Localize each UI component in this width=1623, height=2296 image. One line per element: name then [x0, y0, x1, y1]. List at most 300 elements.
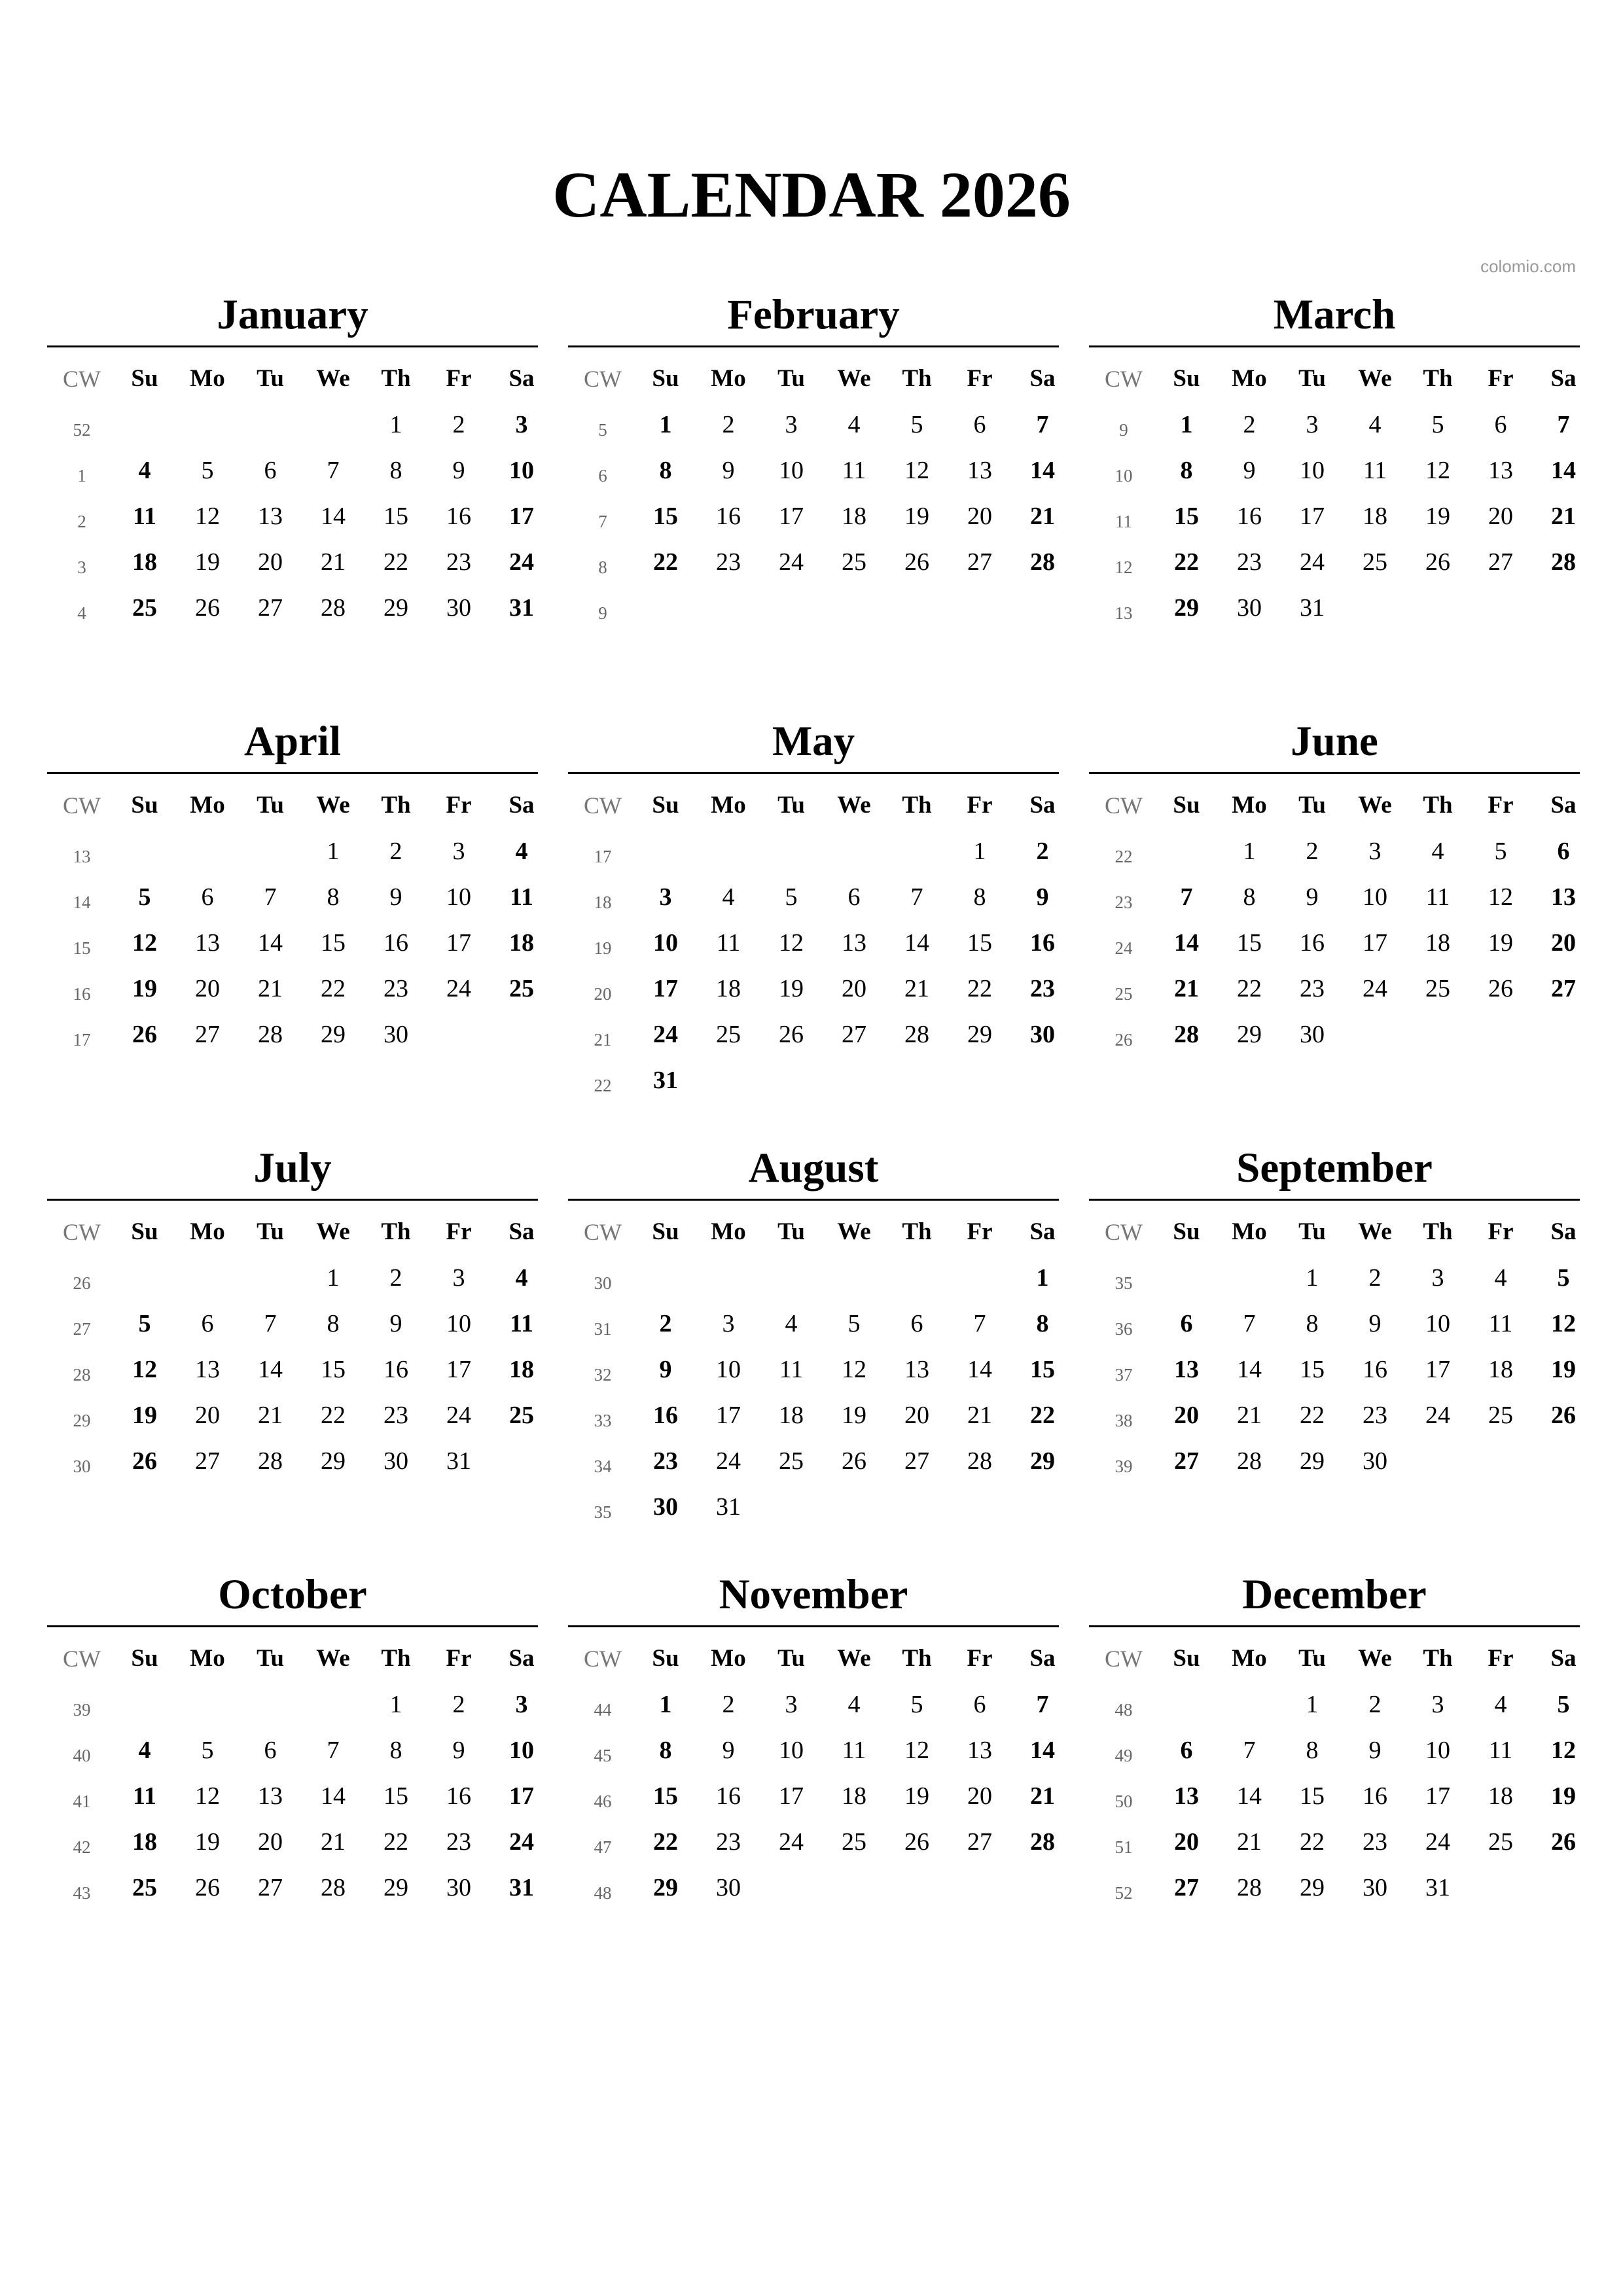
day-cell[interactable]: 7 [1180, 883, 1193, 911]
day-cell[interactable]: 3 [1431, 1264, 1444, 1292]
day-cell[interactable]: 22 [1237, 975, 1262, 1002]
day-cell[interactable]: 8 [327, 883, 340, 911]
day-cell[interactable]: 30 [383, 1447, 408, 1475]
day-cell[interactable]: 18 [1363, 503, 1387, 530]
day-cell[interactable]: 13 [1174, 1782, 1199, 1810]
day-cell[interactable]: 23 [383, 975, 408, 1002]
day-cell[interactable]: 27 [195, 1021, 220, 1048]
day-cell[interactable]: 19 [132, 975, 157, 1002]
day-cell[interactable]: 17 [446, 929, 471, 957]
day-cell[interactable]: 27 [967, 1828, 992, 1856]
day-cell[interactable]: 9 [1036, 883, 1049, 911]
day-cell[interactable]: 4 [847, 411, 861, 438]
day-cell[interactable]: 12 [195, 503, 220, 530]
day-cell[interactable]: 12 [904, 457, 929, 484]
day-cell[interactable]: 24 [716, 1447, 741, 1475]
day-cell[interactable]: 6 [264, 1737, 277, 1764]
day-cell[interactable]: 16 [1300, 929, 1325, 957]
day-cell[interactable]: 18 [509, 929, 534, 957]
day-cell[interactable]: 7 [1036, 1691, 1049, 1718]
day-cell[interactable]: 25 [842, 548, 866, 576]
day-cell[interactable]: 22 [1300, 1402, 1325, 1429]
day-cell[interactable]: 25 [1363, 548, 1387, 576]
day-cell[interactable]: 21 [1030, 503, 1055, 530]
day-cell[interactable]: 8 [389, 1737, 402, 1764]
day-cell[interactable]: 4 [1494, 1264, 1507, 1292]
day-cell[interactable]: 20 [258, 1828, 283, 1856]
source-link[interactable]: colomio.com [1480, 256, 1576, 276]
day-cell[interactable]: 9 [659, 1356, 672, 1383]
day-cell[interactable]: 9 [722, 457, 735, 484]
day-cell[interactable]: 6 [1557, 838, 1570, 865]
day-cell[interactable]: 27 [195, 1447, 220, 1475]
day-cell[interactable]: 21 [321, 1828, 346, 1856]
day-cell[interactable]: 3 [515, 411, 528, 438]
day-cell[interactable]: 29 [383, 594, 408, 622]
day-cell[interactable]: 12 [904, 1737, 929, 1764]
day-cell[interactable]: 4 [1431, 838, 1444, 865]
day-cell[interactable]: 5 [138, 883, 151, 911]
day-cell[interactable]: 17 [779, 503, 804, 530]
day-cell[interactable]: 25 [509, 975, 534, 1002]
day-cell[interactable]: 17 [446, 1356, 471, 1383]
day-cell[interactable]: 5 [1557, 1264, 1570, 1292]
day-cell[interactable]: 15 [1030, 1356, 1055, 1383]
day-cell[interactable]: 23 [1030, 975, 1055, 1002]
day-cell[interactable]: 11 [779, 1356, 804, 1383]
day-cell[interactable]: 10 [446, 1310, 471, 1337]
day-cell[interactable]: 8 [1180, 457, 1193, 484]
day-cell[interactable]: 5 [847, 1310, 861, 1337]
day-cell[interactable]: 17 [716, 1402, 741, 1429]
day-cell[interactable]: 10 [779, 457, 804, 484]
day-cell[interactable]: 10 [509, 457, 534, 484]
day-cell[interactable]: 6 [1180, 1737, 1193, 1764]
day-cell[interactable]: 22 [1030, 1402, 1055, 1429]
day-cell[interactable]: 3 [452, 1264, 465, 1292]
day-cell[interactable]: 9 [452, 457, 465, 484]
day-cell[interactable]: 12 [132, 929, 157, 957]
day-cell[interactable]: 20 [967, 1782, 992, 1810]
day-cell[interactable]: 22 [383, 548, 408, 576]
day-cell[interactable]: 3 [1431, 1691, 1444, 1718]
day-cell[interactable]: 28 [258, 1447, 283, 1475]
day-cell[interactable]: 8 [389, 457, 402, 484]
day-cell[interactable]: 28 [1030, 548, 1055, 576]
day-cell[interactable]: 18 [842, 1782, 866, 1810]
day-cell[interactable]: 21 [258, 1402, 283, 1429]
day-cell[interactable]: 12 [842, 1356, 866, 1383]
day-cell[interactable]: 5 [910, 1691, 923, 1718]
day-cell[interactable]: 27 [967, 548, 992, 576]
day-cell[interactable]: 2 [1368, 1691, 1382, 1718]
day-cell[interactable]: 24 [509, 1828, 534, 1856]
day-cell[interactable]: 13 [195, 1356, 220, 1383]
day-cell[interactable]: 1 [1180, 411, 1193, 438]
day-cell[interactable]: 29 [1030, 1447, 1055, 1475]
day-cell[interactable]: 25 [1425, 975, 1450, 1002]
day-cell[interactable]: 8 [327, 1310, 340, 1337]
day-cell[interactable]: 22 [967, 975, 992, 1002]
day-cell[interactable]: 26 [779, 1021, 804, 1048]
day-cell[interactable]: 3 [722, 1310, 735, 1337]
day-cell[interactable]: 1 [327, 838, 340, 865]
day-cell[interactable]: 15 [383, 503, 408, 530]
day-cell[interactable]: 9 [452, 1737, 465, 1764]
day-cell[interactable]: 13 [842, 929, 866, 957]
day-cell[interactable]: 4 [722, 883, 735, 911]
day-cell[interactable]: 30 [446, 594, 471, 622]
day-cell[interactable]: 26 [904, 548, 929, 576]
day-cell[interactable]: 7 [1036, 411, 1049, 438]
day-cell[interactable]: 29 [321, 1021, 346, 1048]
day-cell[interactable]: 18 [779, 1402, 804, 1429]
day-cell[interactable]: 19 [1488, 929, 1513, 957]
day-cell[interactable]: 28 [1237, 1447, 1262, 1475]
day-cell[interactable]: 29 [1300, 1447, 1325, 1475]
day-cell[interactable]: 20 [195, 975, 220, 1002]
day-cell[interactable]: 12 [779, 929, 804, 957]
day-cell[interactable]: 23 [383, 1402, 408, 1429]
day-cell[interactable]: 20 [258, 548, 283, 576]
day-cell[interactable]: 12 [132, 1356, 157, 1383]
day-cell[interactable]: 31 [716, 1493, 741, 1521]
day-cell[interactable]: 9 [389, 1310, 402, 1337]
day-cell[interactable]: 12 [1425, 457, 1450, 484]
day-cell[interactable]: 29 [1174, 594, 1199, 622]
day-cell[interactable]: 30 [1363, 1874, 1387, 1901]
day-cell[interactable]: 24 [1300, 548, 1325, 576]
day-cell[interactable]: 2 [1306, 838, 1319, 865]
day-cell[interactable]: 3 [1306, 411, 1319, 438]
day-cell[interactable]: 20 [904, 1402, 929, 1429]
day-cell[interactable]: 1 [1243, 838, 1256, 865]
day-cell[interactable]: 28 [1174, 1021, 1199, 1048]
day-cell[interactable]: 27 [258, 1874, 283, 1901]
day-cell[interactable]: 23 [1300, 975, 1325, 1002]
day-cell[interactable]: 3 [659, 883, 672, 911]
day-cell[interactable]: 30 [1300, 1021, 1325, 1048]
day-cell[interactable]: 22 [383, 1828, 408, 1856]
day-cell[interactable]: 19 [1551, 1356, 1576, 1383]
day-cell[interactable]: 4 [515, 1264, 528, 1292]
day-cell[interactable]: 7 [327, 457, 340, 484]
day-cell[interactable]: 29 [967, 1021, 992, 1048]
day-cell[interactable]: 24 [1363, 975, 1387, 1002]
day-cell[interactable]: 2 [1036, 838, 1049, 865]
day-cell[interactable]: 25 [1488, 1402, 1513, 1429]
day-cell[interactable]: 10 [1300, 457, 1325, 484]
day-cell[interactable]: 15 [1300, 1356, 1325, 1383]
day-cell[interactable]: 24 [1425, 1828, 1450, 1856]
day-cell[interactable]: 15 [383, 1782, 408, 1810]
day-cell[interactable]: 1 [1036, 1264, 1049, 1292]
day-cell[interactable]: 30 [1030, 1021, 1055, 1048]
day-cell[interactable]: 1 [973, 838, 986, 865]
day-cell[interactable]: 3 [785, 411, 798, 438]
day-cell[interactable]: 9 [1368, 1310, 1382, 1337]
day-cell[interactable]: 6 [1494, 411, 1507, 438]
day-cell[interactable]: 23 [1363, 1402, 1387, 1429]
day-cell[interactable]: 20 [1551, 929, 1576, 957]
day-cell[interactable]: 19 [195, 1828, 220, 1856]
day-cell[interactable]: 21 [321, 548, 346, 576]
day-cell[interactable]: 26 [195, 1874, 220, 1901]
day-cell[interactable]: 14 [967, 1356, 992, 1383]
day-cell[interactable]: 21 [1030, 1782, 1055, 1810]
day-cell[interactable]: 16 [446, 1782, 471, 1810]
day-cell[interactable]: 28 [321, 594, 346, 622]
day-cell[interactable]: 24 [1425, 1402, 1450, 1429]
day-cell[interactable]: 4 [138, 457, 151, 484]
day-cell[interactable]: 10 [1425, 1310, 1450, 1337]
day-cell[interactable]: 1 [389, 411, 402, 438]
day-cell[interactable]: 18 [132, 1828, 157, 1856]
day-cell[interactable]: 23 [716, 1828, 741, 1856]
day-cell[interactable]: 26 [195, 594, 220, 622]
day-cell[interactable]: 8 [1306, 1737, 1319, 1764]
day-cell[interactable]: 5 [785, 883, 798, 911]
day-cell[interactable]: 6 [910, 1310, 923, 1337]
day-cell[interactable]: 30 [446, 1874, 471, 1901]
day-cell[interactable]: 25 [132, 594, 157, 622]
day-cell[interactable]: 17 [779, 1782, 804, 1810]
day-cell[interactable]: 27 [1174, 1874, 1199, 1901]
day-cell[interactable]: 28 [321, 1874, 346, 1901]
day-cell[interactable]: 4 [847, 1691, 861, 1718]
day-cell[interactable]: 7 [1557, 411, 1570, 438]
day-cell[interactable]: 7 [1243, 1310, 1256, 1337]
day-cell[interactable]: 22 [321, 1402, 346, 1429]
day-cell[interactable]: 15 [1237, 929, 1262, 957]
day-cell[interactable]: 9 [722, 1737, 735, 1764]
day-cell[interactable]: 11 [510, 883, 533, 911]
day-cell[interactable]: 11 [133, 1782, 156, 1810]
day-cell[interactable]: 7 [910, 883, 923, 911]
day-cell[interactable]: 13 [195, 929, 220, 957]
day-cell[interactable]: 30 [653, 1493, 678, 1521]
day-cell[interactable]: 19 [842, 1402, 866, 1429]
day-cell[interactable]: 31 [509, 1874, 534, 1901]
day-cell[interactable]: 7 [327, 1737, 340, 1764]
day-cell[interactable]: 14 [1030, 1737, 1055, 1764]
day-cell[interactable]: 5 [1431, 411, 1444, 438]
day-cell[interactable]: 14 [321, 503, 346, 530]
day-cell[interactable]: 21 [904, 975, 929, 1002]
day-cell[interactable]: 25 [132, 1874, 157, 1901]
day-cell[interactable]: 4 [138, 1737, 151, 1764]
day-cell[interactable]: 1 [659, 411, 672, 438]
day-cell[interactable]: 18 [1425, 929, 1450, 957]
day-cell[interactable]: 6 [973, 411, 986, 438]
day-cell[interactable]: 8 [659, 1737, 672, 1764]
day-cell[interactable]: 12 [1551, 1310, 1576, 1337]
day-cell[interactable]: 31 [1300, 594, 1325, 622]
day-cell[interactable]: 24 [653, 1021, 678, 1048]
day-cell[interactable]: 19 [132, 1402, 157, 1429]
day-cell[interactable]: 10 [716, 1356, 741, 1383]
day-cell[interactable]: 27 [1551, 975, 1576, 1002]
day-cell[interactable]: 25 [509, 1402, 534, 1429]
day-cell[interactable]: 21 [1237, 1402, 1262, 1429]
day-cell[interactable]: 29 [383, 1874, 408, 1901]
day-cell[interactable]: 17 [1425, 1782, 1450, 1810]
day-cell[interactable]: 30 [1363, 1447, 1387, 1475]
day-cell[interactable]: 5 [1557, 1691, 1570, 1718]
day-cell[interactable]: 7 [264, 883, 277, 911]
day-cell[interactable]: 11 [716, 929, 741, 957]
day-cell[interactable]: 13 [904, 1356, 929, 1383]
day-cell[interactable]: 3 [785, 1691, 798, 1718]
day-cell[interactable]: 16 [716, 1782, 741, 1810]
day-cell[interactable]: 17 [1300, 503, 1325, 530]
day-cell[interactable]: 5 [138, 1310, 151, 1337]
day-cell[interactable]: 2 [1368, 1264, 1382, 1292]
day-cell[interactable]: 11 [1363, 457, 1387, 484]
day-cell[interactable]: 24 [779, 1828, 804, 1856]
day-cell[interactable]: 31 [653, 1067, 678, 1094]
day-cell[interactable]: 26 [1488, 975, 1513, 1002]
day-cell[interactable]: 1 [1306, 1691, 1319, 1718]
day-cell[interactable]: 6 [201, 883, 214, 911]
day-cell[interactable]: 11 [842, 457, 866, 484]
day-cell[interactable]: 10 [653, 929, 678, 957]
day-cell[interactable]: 25 [1488, 1828, 1513, 1856]
day-cell[interactable]: 25 [716, 1021, 741, 1048]
day-cell[interactable]: 30 [1237, 594, 1262, 622]
day-cell[interactable]: 10 [1363, 883, 1387, 911]
day-cell[interactable]: 13 [1174, 1356, 1199, 1383]
day-cell[interactable]: 2 [722, 1691, 735, 1718]
day-cell[interactable]: 2 [722, 411, 735, 438]
day-cell[interactable]: 9 [1368, 1737, 1382, 1764]
day-cell[interactable]: 1 [1306, 1264, 1319, 1292]
day-cell[interactable]: 16 [653, 1402, 678, 1429]
day-cell[interactable]: 31 [509, 594, 534, 622]
day-cell[interactable]: 13 [967, 1737, 992, 1764]
day-cell[interactable]: 21 [1551, 503, 1576, 530]
day-cell[interactable]: 10 [509, 1737, 534, 1764]
day-cell[interactable]: 18 [842, 503, 866, 530]
day-cell[interactable]: 16 [383, 1356, 408, 1383]
day-cell[interactable]: 22 [653, 548, 678, 576]
day-cell[interactable]: 24 [446, 975, 471, 1002]
day-cell[interactable]: 4 [785, 1310, 798, 1337]
day-cell[interactable]: 19 [904, 1782, 929, 1810]
day-cell[interactable]: 27 [1174, 1447, 1199, 1475]
day-cell[interactable]: 6 [1180, 1310, 1193, 1337]
day-cell[interactable]: 11 [842, 1737, 866, 1764]
day-cell[interactable]: 2 [1243, 411, 1256, 438]
day-cell[interactable]: 16 [1237, 503, 1262, 530]
day-cell[interactable]: 16 [716, 503, 741, 530]
day-cell[interactable]: 26 [1425, 548, 1450, 576]
day-cell[interactable]: 13 [967, 457, 992, 484]
day-cell[interactable]: 8 [1306, 1310, 1319, 1337]
day-cell[interactable]: 11 [510, 1310, 533, 1337]
day-cell[interactable]: 25 [842, 1828, 866, 1856]
day-cell[interactable]: 28 [967, 1447, 992, 1475]
day-cell[interactable]: 23 [446, 548, 471, 576]
day-cell[interactable]: 22 [321, 975, 346, 1002]
day-cell[interactable]: 21 [967, 1402, 992, 1429]
day-cell[interactable]: 23 [1237, 548, 1262, 576]
day-cell[interactable]: 26 [1551, 1828, 1576, 1856]
day-cell[interactable]: 2 [452, 411, 465, 438]
day-cell[interactable]: 31 [1425, 1874, 1450, 1901]
day-cell[interactable]: 6 [847, 883, 861, 911]
day-cell[interactable]: 4 [1494, 1691, 1507, 1718]
day-cell[interactable]: 2 [389, 1264, 402, 1292]
day-cell[interactable]: 1 [327, 1264, 340, 1292]
day-cell[interactable]: 5 [910, 411, 923, 438]
day-cell[interactable]: 9 [1243, 457, 1256, 484]
day-cell[interactable]: 14 [1237, 1782, 1262, 1810]
day-cell[interactable]: 22 [653, 1828, 678, 1856]
day-cell[interactable]: 5 [201, 457, 214, 484]
day-cell[interactable]: 20 [842, 975, 866, 1002]
day-cell[interactable]: 2 [452, 1691, 465, 1718]
day-cell[interactable]: 29 [1300, 1874, 1325, 1901]
day-cell[interactable]: 11 [1488, 1310, 1513, 1337]
day-cell[interactable]: 21 [258, 975, 283, 1002]
day-cell[interactable]: 20 [1174, 1402, 1199, 1429]
day-cell[interactable]: 18 [716, 975, 741, 1002]
day-cell[interactable]: 11 [1488, 1737, 1513, 1764]
day-cell[interactable]: 1 [659, 1691, 672, 1718]
day-cell[interactable]: 27 [842, 1021, 866, 1048]
day-cell[interactable]: 8 [1243, 883, 1256, 911]
day-cell[interactable]: 13 [258, 1782, 283, 1810]
day-cell[interactable]: 13 [1551, 883, 1576, 911]
day-cell[interactable]: 6 [201, 1310, 214, 1337]
day-cell[interactable]: 14 [1030, 457, 1055, 484]
day-cell[interactable]: 28 [258, 1021, 283, 1048]
day-cell[interactable]: 27 [258, 594, 283, 622]
day-cell[interactable]: 13 [1488, 457, 1513, 484]
day-cell[interactable]: 10 [1425, 1737, 1450, 1764]
day-cell[interactable]: 18 [509, 1356, 534, 1383]
day-cell[interactable]: 30 [383, 1021, 408, 1048]
day-cell[interactable]: 4 [1368, 411, 1382, 438]
day-cell[interactable]: 2 [389, 838, 402, 865]
day-cell[interactable]: 12 [195, 1782, 220, 1810]
day-cell[interactable]: 1 [389, 1691, 402, 1718]
day-cell[interactable]: 27 [904, 1447, 929, 1475]
day-cell[interactable]: 15 [653, 1782, 678, 1810]
day-cell[interactable]: 14 [904, 929, 929, 957]
day-cell[interactable]: 14 [1174, 929, 1199, 957]
day-cell[interactable]: 20 [967, 503, 992, 530]
day-cell[interactable]: 5 [201, 1737, 214, 1764]
day-cell[interactable]: 26 [1551, 1402, 1576, 1429]
day-cell[interactable]: 15 [1174, 503, 1199, 530]
day-cell[interactable]: 14 [1237, 1356, 1262, 1383]
day-cell[interactable]: 26 [842, 1447, 866, 1475]
day-cell[interactable]: 20 [1174, 1828, 1199, 1856]
day-cell[interactable]: 18 [1488, 1782, 1513, 1810]
day-cell[interactable]: 8 [659, 457, 672, 484]
day-cell[interactable]: 31 [446, 1447, 471, 1475]
day-cell[interactable]: 5 [1494, 838, 1507, 865]
day-cell[interactable]: 3 [515, 1691, 528, 1718]
day-cell[interactable]: 3 [452, 838, 465, 865]
day-cell[interactable]: 24 [446, 1402, 471, 1429]
day-cell[interactable]: 19 [779, 975, 804, 1002]
day-cell[interactable]: 22 [1174, 548, 1199, 576]
day-cell[interactable]: 23 [653, 1447, 678, 1475]
day-cell[interactable]: 16 [446, 503, 471, 530]
